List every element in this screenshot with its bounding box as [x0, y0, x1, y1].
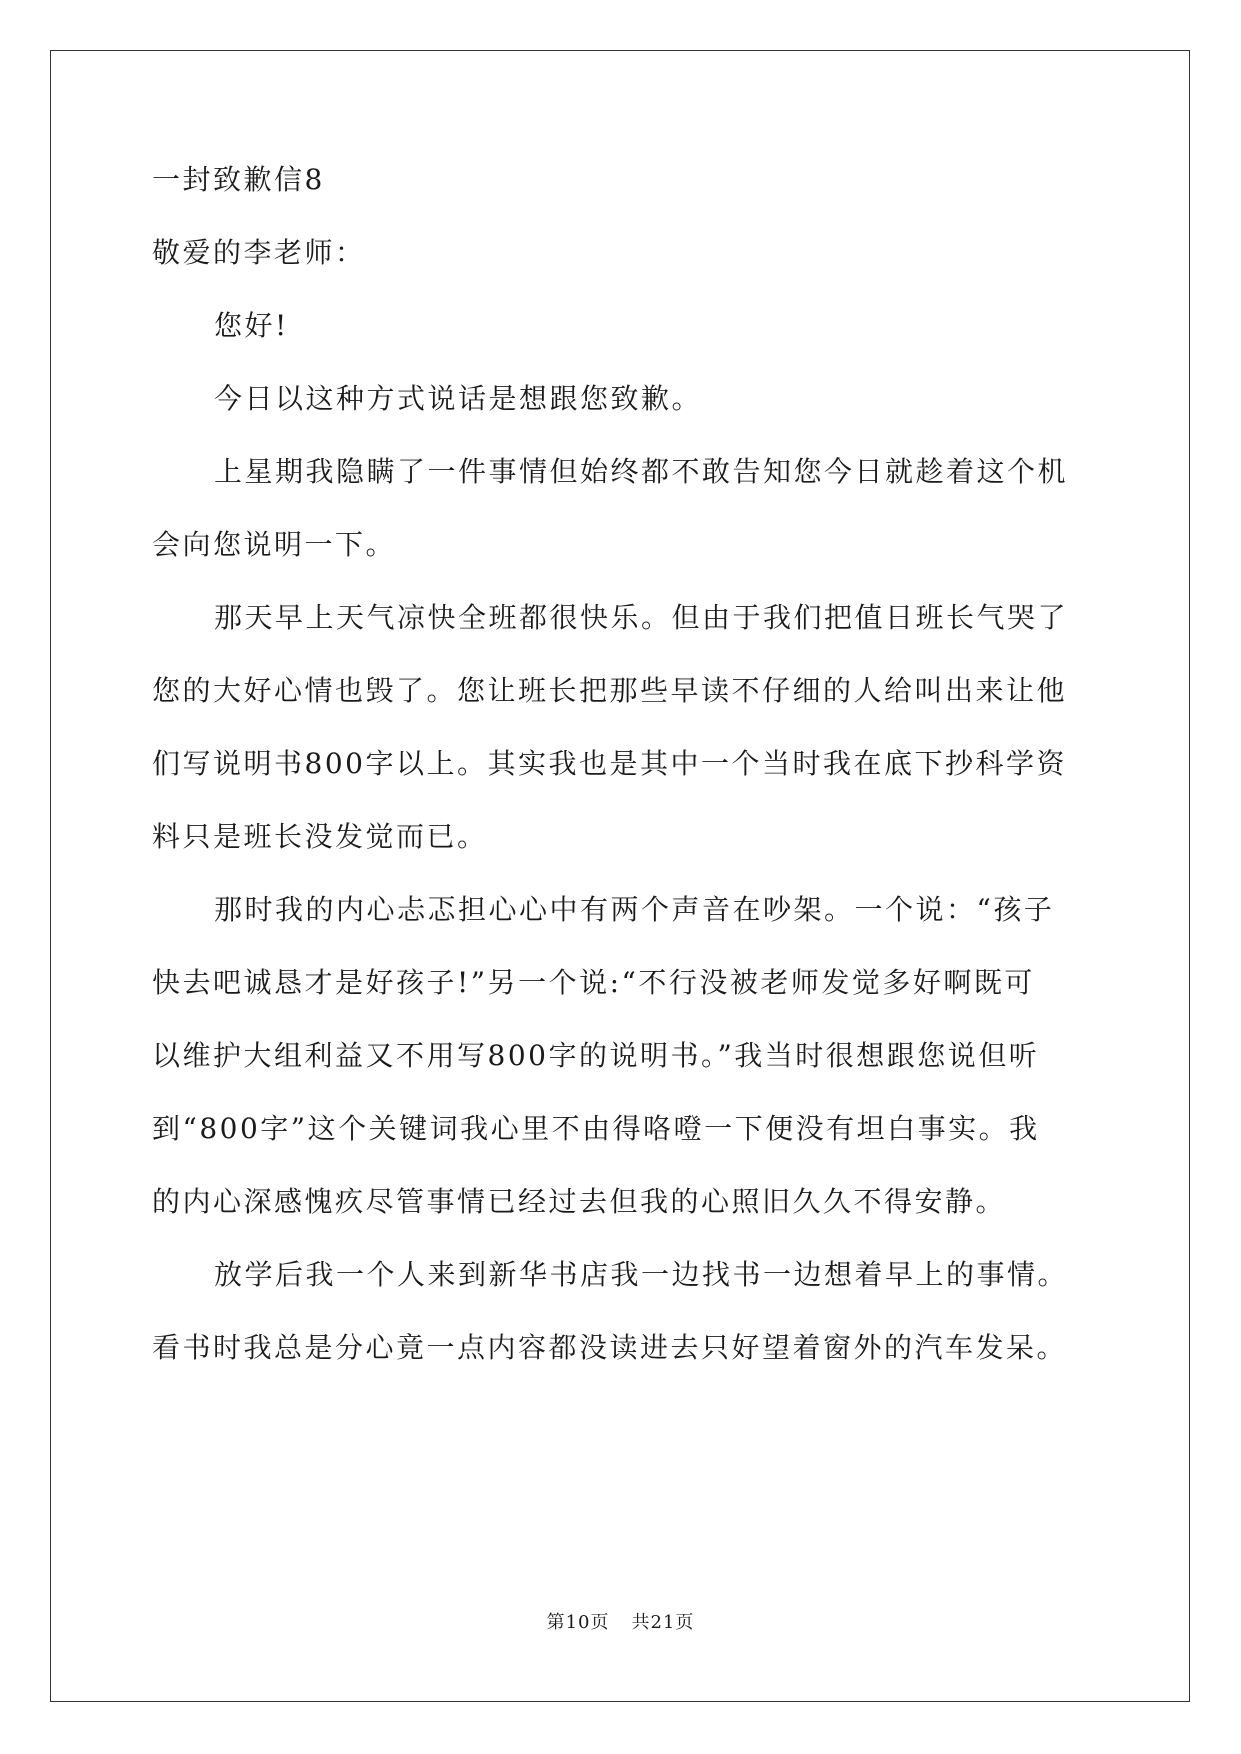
paragraph-line: 上星期我隐瞒了一件事情但始终都不敢告知您今日就趁着这个机 [214, 455, 1069, 488]
page-footer [0, 1608, 1241, 1634]
letter-title: 一封致歉信8 [152, 163, 325, 196]
paragraph-line: 会向您说明一下。 [152, 528, 397, 561]
paragraph-line: 看书时我总是分心竟一点内容都没读进去只好望着窗外的汽车发呆。 [152, 1331, 1068, 1364]
paragraph-line: 那时我的内心忐忑担心心中有两个声音在吵架。一个说：“孩子 [214, 893, 1055, 926]
page-total: 共21页 [631, 1612, 695, 1633]
letter-salutation: 敬爱的李老师： [152, 236, 366, 269]
paragraph-line: 您的大好心情也毁了。您让班长把那些早读不仔细的人给叫出来让他 [152, 674, 1068, 707]
paragraph-line: 快去吧诚恳才是好孩子!”另一个说:“不行没被老师发觉多好啊既可 [152, 966, 1035, 999]
page-number: 第10页 [546, 1612, 610, 1633]
paragraph-line: 们写说明书800字以上。其实我也是其中一个当时我在底下抄科学资 [152, 747, 1067, 780]
paragraph-line: 的内心深感愧疚尽管事情已经过去但我的心照旧久久不得安静。 [152, 1185, 1007, 1218]
paragraph-line: 那天早上天气凉快全班都很快乐。但由于我们把值日班长气哭了 [214, 601, 1069, 634]
page-border [50, 50, 1190, 1702]
letter-greeting: 您好! [214, 309, 289, 342]
paragraph-line: 到“800字”这个关键词我心里不由得咯噔一下便没有坦白事实。我 [152, 1112, 1040, 1145]
paragraph-line: 今日以这种方式说话是想跟您致歉。 [214, 382, 703, 415]
paragraph-line: 放学后我一个人来到新华书店我一边找书一边想着早上的事情。 [214, 1258, 1069, 1291]
paragraph-line: 以维护大组利益又不用写800字的说明书。”我当时很想跟您说但听 [152, 1039, 1040, 1072]
paragraph-line: 料只是班长没发觉而已。 [152, 820, 488, 853]
